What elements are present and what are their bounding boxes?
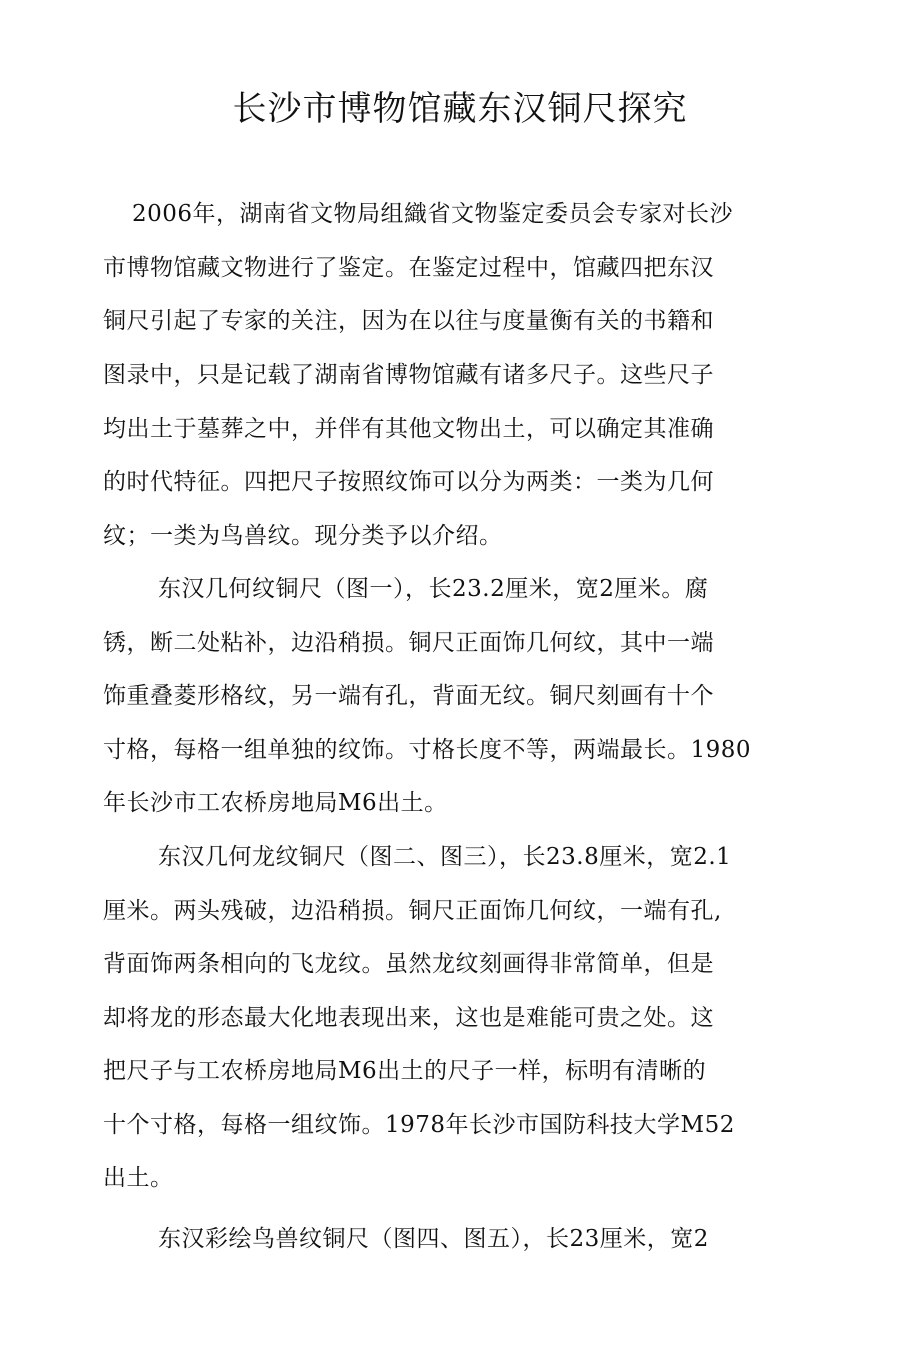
- document-title: 长沙市博物馆藏东汉铜尺探究: [232, 89, 688, 129]
- paragraph-2-line-2: 锈，断二处粘补，边沿稍损。铜尺正面饰几何纹，其中一端: [103, 630, 714, 656]
- paragraph-3-line-1: 东汉几何龙纹铜尺（图二、图三），长23.8厘米，宽2.1: [158, 844, 732, 870]
- paragraph-2-line-3: 饰重叠菱形格纹，另一端有孔，背面无纹。铜尺刻画有十个: [103, 683, 714, 709]
- paragraph-3-line-4: 却将龙的形态最大化地表现出来，这也是难能可贵之处。这: [103, 1005, 714, 1031]
- paragraph-3-line-6: 十个寸格，每格一组纹饰。1978年长沙市国防科技大学M52: [103, 1112, 735, 1138]
- paragraph-3-line-5: 把尺子与工农桥房地局M6出土的尺子一样，标明有清晰的: [103, 1058, 707, 1084]
- paragraph-1-line-2: 市博物馆藏文物进行了鉴定。在鉴定过程中，馆藏四把东汉: [103, 255, 714, 281]
- paragraph-1-line-3: 铜尺引起了专家的关注，因为在以往与度量衡有关的书籍和: [103, 308, 714, 334]
- paragraph-1-line-4: 图录中，只是记载了湖南省博物馆藏有诸多尺子。这些尺子: [103, 362, 714, 388]
- paragraph-2-line-1: 东汉几何纹铜尺（图一），长23.2厘米，宽2厘米。腐: [158, 576, 709, 602]
- paragraph-2-line-4: 寸格，每格一组单独的纹饰。寸格长度不等，两端最长。1980: [103, 737, 752, 763]
- paragraph-2-line-5: 年长沙市工农桥房地局M6出土。: [103, 790, 448, 816]
- paragraph-1-line-7: 纹；一类为鸟兽纹。现分类予以介绍。: [103, 523, 503, 549]
- paragraph-1-line-1: 2006年，湖南省文物局组織省文物鉴定委员会专家对长沙: [132, 201, 734, 227]
- paragraph-1-line-5: 均出土于墓葬之中，并伴有其他文物出土，可以确定其准确: [103, 416, 714, 442]
- paragraph-3-line-2: 厘米。两头残破，边沿稍损。铜尺正面饰几何纹，一端有孔,: [103, 898, 722, 924]
- paragraph-3-line-3: 背面饰两条相向的飞龙纹。虽然龙纹刻画得非常简单，但是: [103, 951, 714, 977]
- paragraph-1-line-6: 的时代特征。四把尺子按照纹饰可以分为两类：一类为几何: [103, 469, 714, 495]
- paragraph-4-line-1: 东汉彩绘鸟兽纹铜尺（图四、图五），长23厘米，宽2: [158, 1226, 709, 1252]
- paragraph-3-line-7: 出土。: [103, 1165, 174, 1191]
